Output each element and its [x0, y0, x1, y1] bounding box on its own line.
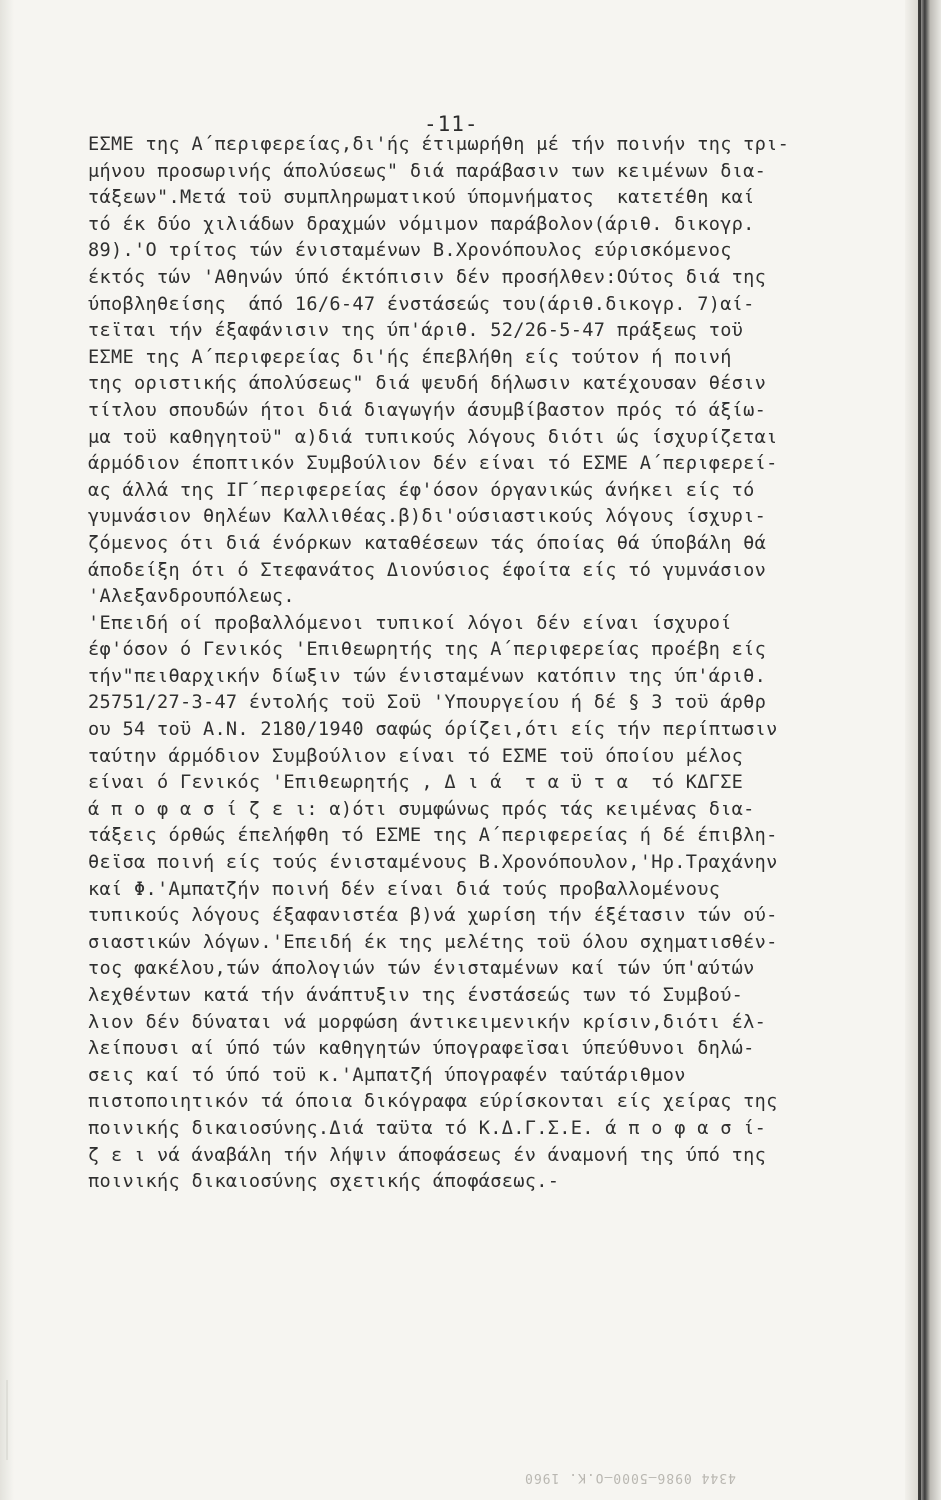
page-left-edge: [0, 0, 14, 1500]
text-line: ύποβληθείσης άπό 16/6-47 ένστάσεώς του(άριθ.δικογρ. 7)αί-: [88, 293, 755, 315]
text-line: τίτλου σπουδών ήτοι διά διαγωγήν άσυμβίβαστον πρός τό άξίω-: [88, 399, 767, 421]
margin-mark: [6, 1380, 24, 1460]
text-line: τό έκ δύο χιλιάδων δραχμών νόμιμον παράβολον(άριθ. δικογρ.: [88, 213, 755, 235]
text-line: σιαστικών λόγων.'Επειδή έκ της μελέτης τοϋ όλου σχηματισθέν-: [88, 931, 778, 953]
text-line: άρμόδιον έποπτικόν Συμβούλιον δέν είναι τό ΕΣΜΕ Α΄περιφερεί-: [88, 453, 778, 475]
text-line: ας άλλά της ΙΓ΄περιφερείας έφ'όσον όργανικώς άνήκει είς τό: [88, 479, 755, 501]
footer-print-mark: 4344 0986—5000—Ο.Κ. 1960: [524, 1470, 736, 1485]
text-line: τάξεων".Μετά τοϋ συμπληρωματικού ύπομνήματος κατετέθη καί: [88, 187, 755, 209]
text-line: ποινικής δικαιοσύνης σχετικής άποφάσεως.-: [88, 1171, 560, 1193]
text-line: ΕΣΜΕ της Α΄περιφερείας,δι'ής έτιμωρήθη μέ τήν ποινήν της τρι-: [88, 134, 790, 155]
text-line: έφ'όσον ό Γενικός 'Επιθεωρητής της Α΄περιφερείας προέβη είς: [88, 639, 767, 661]
text-line: έκτός τών 'Αθηνών ύπό έκτόπισιν δέν προσήλθεν:Ούτος διά της: [88, 266, 767, 288]
page-number: -11-: [424, 112, 479, 136]
text-line: μήνου προσωρινής άπολύσεως" διά παράβασιν των κειμένων δια-: [88, 160, 767, 182]
document-body: [88, 132, 883, 1196]
text-line: ταύτην άρμόδιον Συμβούλιον είναι τό ΕΣΜΕ τοϋ όποίου μέλος: [88, 745, 744, 767]
text-line: λιον δέν δύναται νά μορφώση άντικειμενικήν κρίσιν,διότι έλ-: [88, 1011, 767, 1033]
text-line: της οριστικής άπολύσεως" διά ψευδή δήλωσιν κατέχουσαν θέσιν: [88, 373, 767, 395]
text-line: καί Φ.'Αμπατζήν ποινή δέν είναι διά τούς προβαλλομένους: [88, 878, 721, 900]
text-line: θεϊσα ποινή είς τούς ένισταμένους Β.Χρονόπουλον,'Ηρ.Τραχάνην: [88, 852, 778, 874]
text-line: ζ ε ι νά άναβάλη τήν λήψιν άποφάσεως έν άναμονή της ύπό της: [88, 1144, 767, 1166]
text-line: τεϊται τήν έξαφάνισιν της ύπ'άριθ. 52/26-5-47 πράξεως τοϋ: [88, 320, 744, 342]
text-line: τος φακέλου,τών άπολογιών τών ένισταμένων καί τών ύπ'αύτών: [88, 958, 755, 980]
text-line: γυμνάσιον θηλέων Καλλιθέας.β)δι'ούσιαστικούς λόγους ίσχυρι-: [88, 506, 767, 528]
text-line: ζόμενος ότι διά ένόρκων καταθέσεων τάς όποίας θά ύποβάλη θά: [88, 532, 767, 554]
text-line: τήν"πειθαρχικήν δίωξιν τών ένισταμένων κατόπιν της ύπ'άριθ.: [88, 665, 767, 687]
text-line: είναι ό Γενικός 'Επιθεωρητής , Δ ι ά τ α ϋ τ α τό ΚΔΓΣΕ: [88, 772, 744, 794]
page-binding-edge: [905, 0, 941, 1500]
text-line: 'Αλεξανδρουπόλεως.: [88, 586, 295, 608]
text-line: ΕΣΜΕ της Α΄περιφερείας δι'ής έπεβλήθη είς τούτον ή ποινή: [88, 346, 732, 368]
text-line: λείπουσι αί ύπό τών καθηγητών ύπογραφεϊσαι ύπεύθυνοι δηλώ-: [88, 1038, 755, 1060]
text-line: μα τοϋ καθηγητοϋ" α)διά τυπικούς λόγους διότι ώς ίσχυρίζεται: [88, 426, 778, 448]
text-line: τάξεις όρθώς έπελήφθη τό ΕΣΜΕ της Α΄περιφερείας ή δέ έπιβλη-: [88, 825, 778, 847]
text-line: 'Επειδή οί προβαλλόμενοι τυπικοί λόγοι δέν είναι ίσχυροί: [88, 612, 732, 634]
text-line: 25751/27-3-47 έντολής τοϋ Σοϋ 'Υπουργείου ή δέ § 3 τοϋ άρθρ: [88, 692, 767, 714]
text-line: σεις καί τό ύπό τοϋ κ.'Αμπατζή ύπογραφέν ταύτάριθμον: [88, 1064, 686, 1086]
text-line: ου 54 τοϋ Α.Ν. 2180/1940 σαφώς όρίζει,ότι είς τήν περίπτωσιν: [88, 719, 778, 741]
text-line: ποινικής δικαιοσύνης.Διά ταϋτα τό Κ.Δ.Γ.Σ.Ε. ά π ο φ α σ ί-: [88, 1117, 767, 1139]
text-line: 89).'Ο τρίτος τών ένισταμένων Β.Χρονόπουλος εύρισκόμενος: [88, 240, 732, 262]
text-line: λεχθέντων κατά τήν άνάπτυξιν της ένστάσεώς των τό Συμβού-: [88, 985, 744, 1006]
text-line: τυπικούς λόγους έξαφανιστέα β)νά χωρίση τήν έξέτασιν τών ού-: [88, 905, 778, 927]
text-line: πιστοποιητικόν τά όποια δικόγραφα εύρίσκονται είς χείρας της: [88, 1091, 778, 1113]
text-line: άποδείξη ότι ό Στεφανάτος Διονύσιος έφοίτα είς τό γυμνάσιον: [88, 559, 767, 581]
text-line: ά π ο φ α σ ί ζ ε ι: α)ότι συμφώνως πρός τάς κειμένας δια-: [88, 798, 755, 820]
binding-line: [918, 0, 921, 1500]
